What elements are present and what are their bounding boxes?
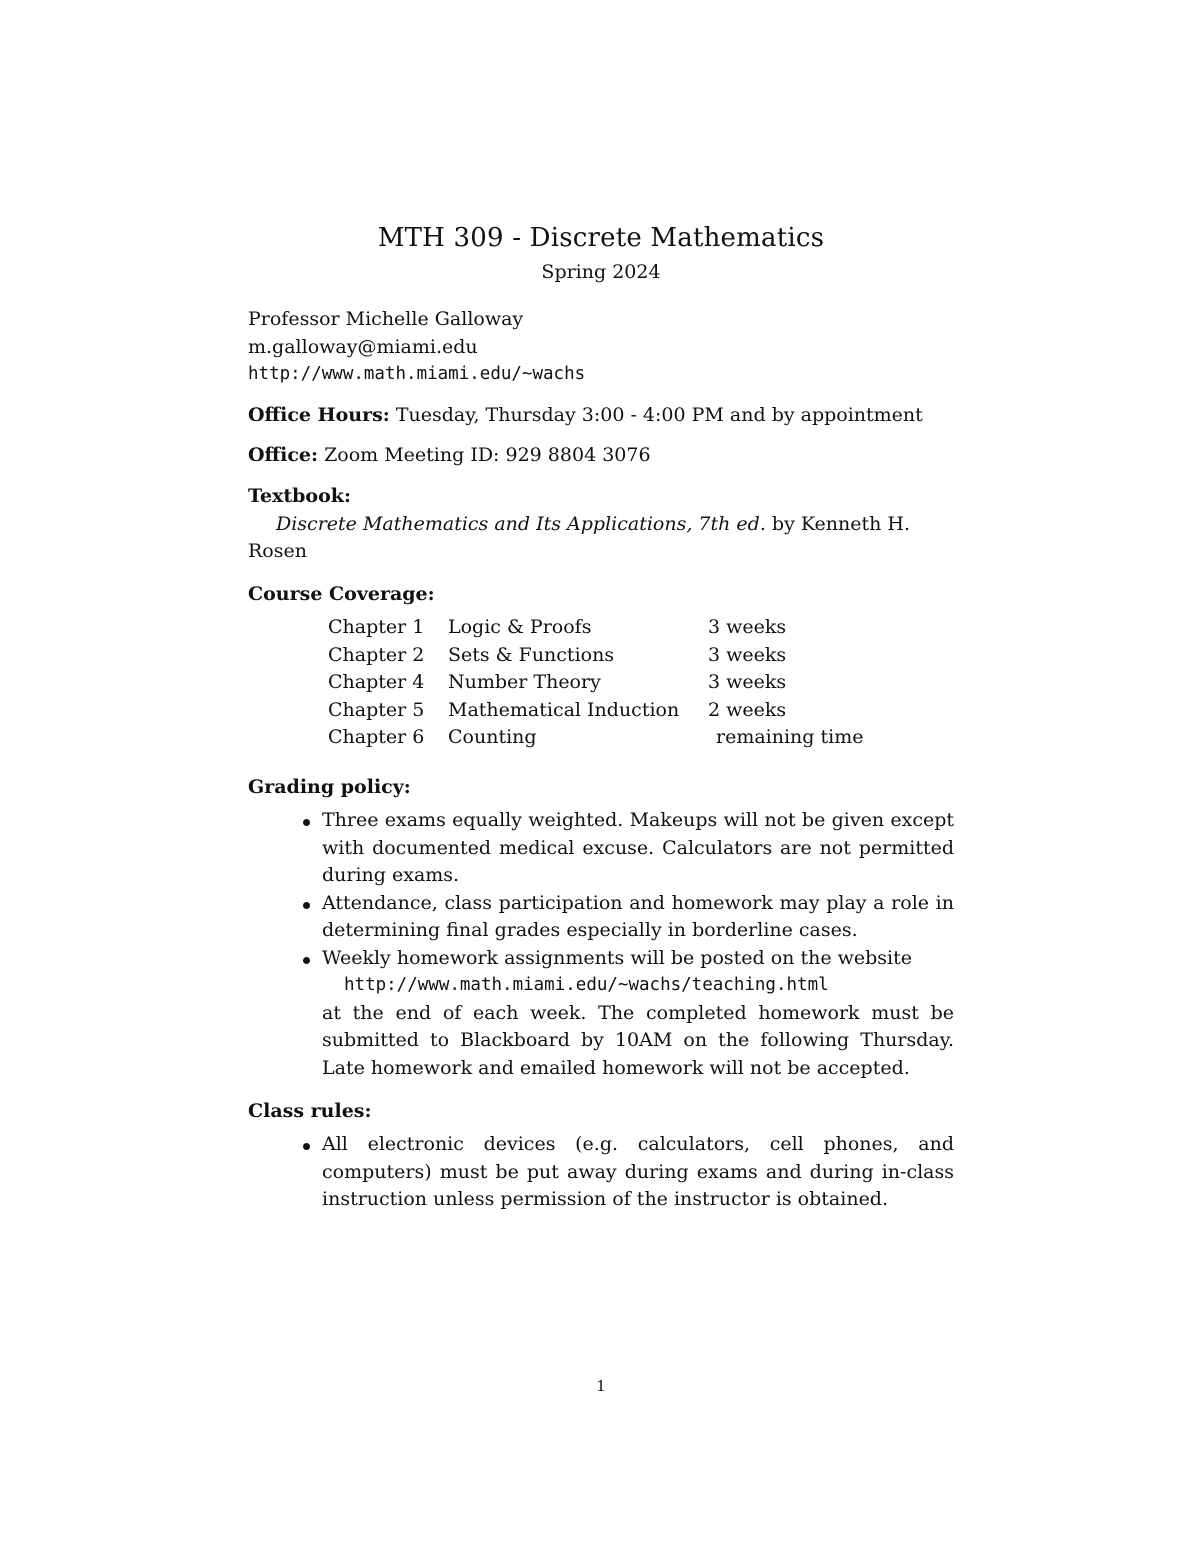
coverage-topic: Counting	[448, 726, 537, 749]
page-number: 1	[596, 1377, 606, 1395]
bullet-icon	[303, 1143, 310, 1150]
coverage-chapter: Chapter 2	[328, 643, 425, 666]
coverage-chapter: Chapter 6	[328, 726, 425, 749]
rules-list	[322, 1131, 954, 1214]
grading-heading-wrap	[248, 774, 954, 802]
office-label: Office:	[248, 444, 319, 466]
coverage-heading-wrap	[248, 581, 954, 609]
office-hours-label: Office Hours:	[248, 404, 390, 426]
coverage-topic: Number Theory	[448, 671, 601, 694]
table-row	[328, 642, 873, 670]
textbook-heading: Textbook:	[248, 485, 351, 507]
textbook-title: Discrete Mathematics and Its Applications, 7th ed.	[276, 512, 766, 535]
textbook-citation	[248, 511, 954, 539]
rules-heading: Class rules:	[248, 1100, 372, 1122]
rules-item-text: All electronic devices (e.g. calculators, cell phones, and computers) must be put away during exams and during in-class instruction unless permission of the instructor is obtained.	[322, 1133, 954, 1210]
textbook-author-suffix: Rosen	[248, 540, 307, 562]
list-item	[322, 1131, 954, 1214]
office-value: Zoom Meeting ID: 929 8804 3076	[324, 444, 651, 466]
coverage-chapter: Chapter 5	[328, 698, 425, 721]
rules-heading-wrap	[248, 1098, 954, 1126]
grading-item-text: Weekly homework assignments will be posted on the website	[322, 946, 912, 969]
coverage-duration: 3 weeks	[708, 616, 787, 638]
bullet-icon	[303, 819, 310, 826]
coverage-chapter: Chapter 4	[328, 671, 425, 694]
instructor-website: http://www.math.miami.edu/~wachs	[248, 364, 586, 384]
homework-url: http://www.math.miami.edu/~wachs/teaching.html	[344, 975, 829, 995]
syllabus-page	[248, 0, 954, 1553]
list-item	[322, 945, 954, 1083]
bullet-icon	[303, 957, 310, 964]
coverage-topic: Mathematical Induction	[448, 698, 680, 721]
grading-item-text: Attendance, class participation and homework may play a role in determining final grades especially in borderline cases.	[322, 891, 954, 941]
coverage-duration: 3 weeks	[708, 643, 787, 666]
coverage-topic: Sets & Functions	[448, 643, 615, 666]
coverage-topic: Logic & Proofs	[448, 616, 592, 638]
office	[248, 442, 954, 470]
instructor-email: m.galloway@miami.edu	[248, 335, 478, 358]
instructor-block	[248, 306, 954, 389]
coverage-duration: 3 weeks	[708, 671, 787, 694]
textbook-author-prefix: by Kenneth H.	[765, 512, 911, 535]
homework-details: at the end of each week. The completed homework must be submitted to Blackboard by 10AM on the following Thursday. Late homework and emailed homework will not be accepted.	[322, 1001, 954, 1079]
table-row	[328, 669, 873, 697]
table-row	[328, 697, 873, 725]
office-hours	[248, 402, 954, 430]
grading-list	[322, 807, 954, 1082]
grading-heading: Grading policy:	[248, 776, 411, 798]
coverage-duration: remaining time	[716, 726, 864, 749]
coverage-chapter: Chapter 1	[328, 616, 425, 638]
list-item	[322, 890, 954, 945]
table-row	[328, 724, 873, 752]
course-term: Spring 2024	[541, 261, 661, 283]
bullet-icon	[303, 902, 310, 909]
instructor-name: Professor Michelle Galloway	[248, 308, 524, 330]
coverage-duration: 2 weeks	[708, 698, 787, 721]
coverage-heading: Course Coverage:	[248, 583, 435, 605]
office-hours-value: Tuesday, Thursday 3:00 - 4:00 PM and by appointment	[395, 404, 923, 426]
grading-item-text: Three exams equally weighted. Makeups will not be given except with documented medical excuse. Calculators are not permitted during exams.	[322, 809, 954, 886]
list-item	[322, 807, 954, 890]
coverage-table	[328, 614, 873, 752]
course-title: MTH 309 - Discrete Mathematics	[377, 223, 825, 253]
table-row	[328, 614, 873, 642]
textbook-section	[248, 483, 954, 566]
